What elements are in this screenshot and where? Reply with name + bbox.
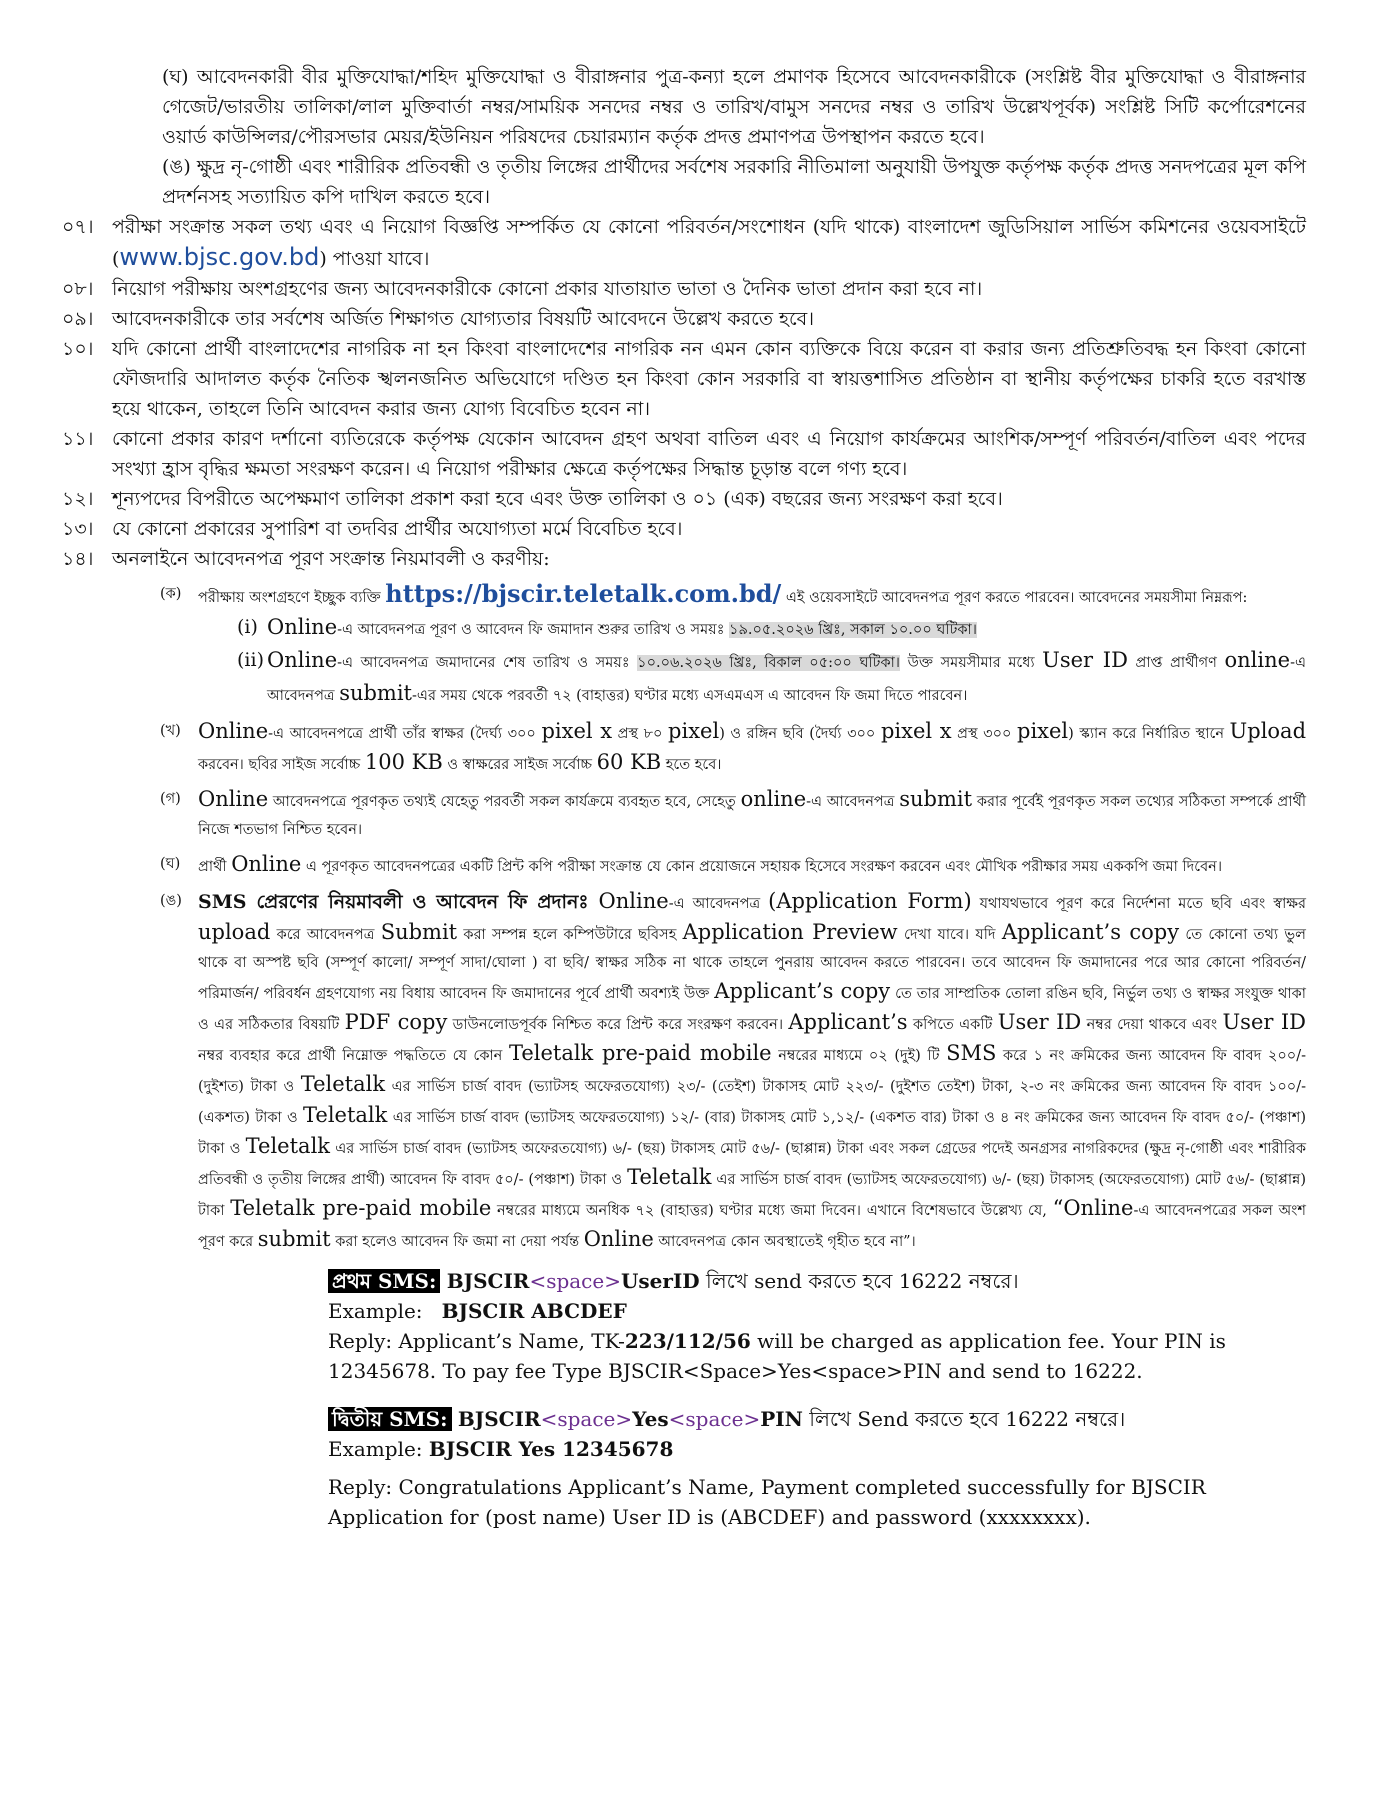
- sms-rules-text-part: নম্বর ব্যবহার করে প্রার্থী নিম্নোক্ত পদ্ধতিতে যে কোন: [198, 1048, 509, 1064]
- sms-rules-text-part: PDF copy: [344, 1010, 448, 1034]
- sms-rules-text-part: ডাউনলোডপূর্বক নিশ্চিত করে প্রিন্ট করে সংরক্ষণ করবেন।: [447, 1017, 789, 1033]
- sms-rules-text-part: SMS: [946, 1041, 997, 1065]
- clause-umo: (ঙ) ক্ষুদ্র নৃ-গোষ্ঠী এবং শারীরিক প্রতিবন্ধী ও তৃতীয় লিঙ্গের প্রার্থীদের সর্বশেষ সরকারি নীতিমালা অনুযায়ী উপযুক্ত কর্তৃপক্ষ কর্তৃক প্রদত্ত সনদপত্রের মূল কপি প্রদর্শনসহ সত্যায়িত কপি দাখিল করতে হবে।: [162, 156, 1306, 208]
- sms-rules-text-part: তে তার সাম্প্রতিক তোলা রঙিন ছবি, নির্ভুল তথ্য ও স্বাক্ষর সংযুক্ত থাকা ও এর সঠিকতার বিষয়টি: [198, 986, 1307, 1033]
- second-sms-block: দ্বিতীয় SMS: BJSCIR<space>Yes<space>PIN লিখে Send করতে হবে 16222 নম্বরে। Example: BJSCIR Yes 12345678 Reply: Congratulations Applicant’s Name, Payment completed successfully for BJSCIR Application for (post name) User ID is (ABCDEF) and password (xxxxxxxx).: [328, 1407, 1206, 1529]
- item-11: ১১। কোনো প্রকার কারণ দর্শানো ব্যতিরেকে কর্তৃপক্ষ যেকোন আবেদন গ্রহণ অথবা বাতিল এবং এ নিয়োগ কার্যক্রমের আংশিক/সম্পূর্ণ পরিবর্তন/বাতিল এবং পদের সংখ্যা হ্রাস বৃদ্ধির ক্ষমতা সংরক্ষণ করেন। এ নিয়োগ পরীক্ষার ক্ষেত্রে কর্তৃপক্ষের সিদ্ধান্ত চূড়ান্ত বলে গণ্য হবে।: [62, 428, 1306, 480]
- sms-rules-text-part: যথাযথভাবে পূরণ করে নির্দেশনা মতে ছবি এবং স্বাক্ষর: [971, 896, 1307, 912]
- sms-rules-text-part: -এ আবেদনপত্রের সকল অংশ পূরণ করে: [198, 1203, 1306, 1250]
- sub-umo: (ঙ) SMS প্রেরণের নিয়মাবলী ও আবেদন ফি প্রদানঃ Online-এ আবেদনপত্র (Application Form) যথাযথভাবে পূরণ করে নির্দেশনা মতে ছবি এবং স্বাক্ষর upload করে আবেদনপত্র Submit করা সম্পন্ন হলে কম্পিউটারে ছবিসহ Application Preview দেখা যাবে। যদি Applicant’s copy তে কোনো তথ্য ভুল থাকে বা অস্পষ্ট ছবি (সম্পূর্ণ কালো/ সম্পূর্ণ সাদা/ঘোলা ) বা ছবি/ স্বাক্ষর সঠিক না থাকে তাহলে পুনরায় আবেদন করতে পারবেন। তবে আবেদন ফি জমাদানের পরে আর কোনো পরিবর্তন/পরিমার্জন/ পরিবর্ধন গ্রহণযোগ্য নয় বিধায় আবেদন ফি জমাদানের পূর্বে প্রার্থী অবশ্যই উক্ত Applicant’s copy তে তার সাম্প্রতিক তোলা রঙিন ছবি, নির্ভুল তথ্য ও স্বাক্ষর সংযুক্ত থাকা ও এর সঠিকতার বিষয়টি PDF copy ডাউনলোডপূর্বক নিশ্চিত করে প্রিন্ট করে সংরক্ষণ করবেন। Applicant’s কপিতে একটি User ID নম্বর দেয়া থাকবে এবং User ID নম্বর ব্যবহার করে প্রার্থী নিম্নোক্ত পদ্ধতিতে যে কোন Teletalk pre-paid mobile নম্বরের মাধ্যমে ০২ (দুই) টি SMS করে ১ নং ক্রমিকের জন্য আবেদন ফি বাবদ ২০০/- (দুইশত) টাকা ও Teletalk এর সার্ভিস চার্জ বাবদ (ভ্যাটসহ অফেরতযোগ্য) ২৩/- (তেইশ) টাকাসহ মোট ২২৩/- (দুইশত তেইশ) টাকা, ২-৩ নং ক্রমিকের জন্য আবেদন ফি বাবদ ১০০/- (একশত) টাকা ও Teletalk এর সার্ভিস চার্জ বাবদ (ভ্যাটসহ অফেরতযোগ্য) ১২/- (বার) টাকাসহ মোট ১,১২/- (একশত বার) টাকা ও ৪ নং ক্রমিকের জন্য আবেদন ফি বাবদ ৫০/- (পঞ্চাশ) টাকা ও Teletalk এর সার্ভিস চার্জ বাবদ (ভ্যাটসহ অফেরতযোগ্য) ৬/- (ছয়) টাকাসহ মোট ৫৬/- (ছাপ্পান্ন) টাকা এবং সকল গ্রেডের পদেই অনগ্রসর নাগরিকদের (ক্ষুদ্র নৃ-গোষ্ঠী এবং শারীরিক প্রতিবন্ধী ও তৃতীয় লিঙ্গের প্রার্থী) আবেদন ফি বাবদ ৫০/- (পঞ্চাশ) টাকা ও Teletalk এর সার্ভিস চার্জ বাবদ (ভ্যাটসহ অফেরতযোগ্য) ৬/- (ছয়) টাকাসহ (অফেরতযোগ্য) মোট ৫৬/- (ছাপ্পান্ন) টাকা Teletalk pre-paid mobile নম্বরের মাধ্যমে অনধিক ৭২ (বাহাত্তর) ঘণ্টার মধ্যে জমা দিবেন। এখানে বিশেষভাবে উল্লেখ্য যে, “Online-এ আবেদনপত্রের সকল অংশ পূরণ করে submit করা হলেও আবেদন ফি জমা না দেয়া পর্যন্ত Online আবেদনপত্র কোন অবস্থাতেই গৃহীত হবে না”।: [160, 889, 1307, 1251]
- sms-rules-text-part: এর সার্ভিস চার্জ বাবদ (ভ্যাটসহ অফেরতযোগ্য) ২৩/- (তেইশ) টাকাসহ মোট ২২৩/- (দুইশত তেইশ) টাকা, ২-৩ নং ক্রমিকের জন্য আবেদন ফি বাবদ ১০০/- (একশত) টাকা ও: [198, 1079, 1306, 1126]
- bjsc-website-link[interactable]: www.bjsc.gov.bd: [119, 243, 320, 271]
- sms-rules-text-part: করা হলেও আবেদন ফি জমা না দেয়া পর্যন্ত: [330, 1234, 584, 1250]
- second-sms-label: দ্বিতীয় SMS:: [328, 1407, 452, 1431]
- sms-rules-text-part: submit: [257, 1227, 331, 1251]
- sms-rules-text-part: নম্বরের মাধ্যমে ০২ (দুই) টি: [771, 1048, 947, 1064]
- sms-rules-text-part: করে ১ নং ক্রমিকের জন্য আবেদন ফি বাবদ ২০০/- (দুইশত) টাকা ও: [198, 1048, 1307, 1095]
- sms-rules-text-part: “Online: [1052, 1196, 1134, 1220]
- sms-rules-text-part: Teletalk: [627, 1165, 712, 1189]
- sms-rules-text-part: User ID: [1222, 1010, 1306, 1034]
- item-12: ১২। শূন্যপদের বিপরীতে অপেক্ষমাণ তালিকা প্রকাশ করা হবে এবং উক্ত তালিকা ও ০১ (এক) বছরের জন্য সংরক্ষণ করা হবে।: [62, 488, 1003, 510]
- sms-rules-text-part: (Application Form): [768, 889, 972, 913]
- end-date-highlight: ১০.০৬.২০২৬ খ্রিঃ, বিকাল ০৫:০০ ঘটিকা।: [637, 655, 900, 671]
- sms-rules-text-part: Applicant’s copy: [1001, 920, 1180, 944]
- sms-rules-text-part: এর সার্ভিস চার্জ বাবদ (ভ্যাটসহ অফেরতযোগ্য) ৬/- (ছয়) টাকাসহ মোট ৫৬/- (ছাপ্পান্ন) টাকা এবং সকল গ্রেডের পদেই অনগ্রসর নাগরিকদের (ক্ষুদ্র নৃ-গোষ্ঠী এবং শারীরিক প্রতিবন্ধী ও তৃতীয় লিঙ্গের প্রার্থী) আবেদন ফি বাবদ ৫০/- (পঞ্চাশ) টাকা ও: [198, 1141, 1306, 1188]
- clause-gha: (ঘ) আবেদনকারী বীর মুক্তিযোদ্ধা/শহিদ মুক্তিযোদ্ধা ও বীরাঙ্গনার পুত্র-কন্যা হলে প্রমাণক হিসেবে আবেদনকারীকে (সংশ্লিষ্ট বীর মুক্তিযোদ্ধা ও বীরাঙ্গনার গেজেট/ভারতীয় তালিকা/লাল মুক্তিবার্তা নম্বর/সাময়িক সনদের নম্বর ও তারিখ/বামুস সনদের নম্বর ও তারিখ উল্লেখপূর্বক) সংশ্লিষ্ট সিটি কর্পোরেশনের ওয়ার্ড কাউন্সিলর/পৌরসভার মেয়র/ইউনিয়ন পরিষদের চেয়ারম্যান কর্তৃক প্রদত্ত প্রমাণপত্র উপস্থাপন করতে হবে।: [162, 66, 1306, 148]
- item-10: ১০। যদি কোনো প্রার্থী বাংলাদেশের নাগরিক না হন কিংবা বাংলাদেশের নাগরিক নন এমন কোন ব্যক্তিকে বিয়ে করেন বা করার জন্য প্রতিশ্রুতিবদ্ধ হন কিংবা কোনো ফৌজদারি আদালত কর্তৃক নৈতিক স্খলনজনিত অভিযোগে দণ্ডিত হন কিংবা কোন সরকারি বা স্বায়ত্তশাসিত প্রতিষ্ঠান বা স্থানীয় কর্তৃপক্ষের চাকরি হতে বরখাস্ত হয়ে থাকেন, তাহলে তিনি আবেদন করার জন্য যোগ্য বিবেচিত হবেন না।: [62, 338, 1306, 420]
- sms-rules-text-part: Application Preview: [682, 920, 898, 944]
- sub-r2: (ii) Online-এ আবেদনপত্র জমাদানের শেষ তারিখ ও সময়ঃ ১০.০৬.২০২৬ খ্রিঃ, বিকাল ০৫:০০ ঘটিকা। উক্ত সময়সীমার মধ্যে User ID প্রাপ্ত প্রার্থীগণ online-এ আবেদনপত্র submit-এর সময় থেকে পরবর্তী ৭২ (বাহাত্তর) ঘণ্টার মধ্যে এসএমএস এ আবেদন ফি জমা দিতে পারবেন।: [237, 648, 1307, 705]
- sms-rules-text-part: Teletalk: [300, 1072, 386, 1096]
- sms-rules-text-part: Teletalk pre-paid mobile: [230, 1196, 492, 1220]
- sms-rules-text-part: Online: [583, 1227, 654, 1251]
- start-date-highlight: ১৯.০৫.২০২৬ খ্রিঃ, সকাল ১০.০০ ঘটিকা।: [729, 622, 977, 638]
- sms-rules-text-part: করা সম্পন্ন হলে কম্পিউটারে ছবিসহ: [457, 927, 683, 943]
- item-07: ০৭। পরীক্ষা সংক্রান্ত সকল তথ্য এবং এ নিয়োগ বিজ্ঞপ্তি সম্পর্কিত যে কোনো পরিবর্তন/সংশোধন (যদি থাকে) বাংলাদেশ জুডিসিয়াল সার্ভিস কমিশনের ওয়েবসাইটে (www.bjsc.gov.bd) পাওয়া যাবে।: [62, 216, 1306, 271]
- sms-rules-text-part: নম্বর দেয়া থাকবে এবং: [1081, 1017, 1223, 1033]
- sms-rules-text-part: এর সার্ভিস চার্জ বাবদ (ভ্যাটসহ অফেরতযোগ্য) ১২/- (বার) টাকাসহ মোট ১,১২/- (একশত বার) টাকা ও ৪ নং ক্রমিকের জন্য আবেদন ফি বাবদ ৫০/- (পঞ্চাশ) টাকা ও: [198, 1110, 1306, 1157]
- sms-rules-text-part: Online: [588, 889, 669, 913]
- item-13: ১৩। যে কোনো প্রকারের সুপারিশ বা তদবির প্রার্থীর অযোগ্যতা মর্মে বিবেচিত হবে।: [62, 518, 683, 540]
- item-09: ০৯। আবেদনকারীকে তার সর্বশেষ অর্জিত শিক্ষাগত যোগ্যতার বিষয়টি আবেদনে উল্লেখ করতে হবে।: [62, 308, 815, 330]
- sms-rules-text-part: Applicant’s: [788, 1010, 908, 1034]
- first-sms-label: প্রথম SMS:: [328, 1269, 440, 1293]
- sms-rules-text-part: upload: [198, 920, 271, 944]
- sms-rules-text-part: করে আবেদনপত্র: [270, 927, 381, 943]
- sub-r1: (i) Online-এ আবেদনপত্র পূরণ ও আবেদন ফি জমাদান শুরুর তারিখ ও সময়ঃ ১৯.০৫.২০২৬ খ্রিঃ, সকাল ১০.০০ ঘটিকা।: [237, 615, 977, 639]
- sms-rules-text-part: দেখা যাবে। যদি: [897, 927, 1002, 943]
- sms-rules-text-part: আবেদনপত্র কোন অবস্থাতেই গৃহীত হবে না”।: [653, 1234, 916, 1250]
- sms-rules-heading: SMS প্রেরণের নিয়মাবলী ও আবেদন ফি প্রদানঃ: [198, 891, 589, 913]
- sms-rules-text-part: Teletalk: [303, 1103, 388, 1127]
- sms-rules-text-part: নম্বরের মাধ্যমে অনধিক ৭২ (বাহাত্তর) ঘণ্টার মধ্যে জমা দিবেন। এখানে বিশেষভাবে উল্লেখ্য যে,: [491, 1203, 1053, 1219]
- sub-ka: (ক) পরীক্ষায় অংশগ্রহণে ইচ্ছুক ব্যক্তি https://bjscir.teletalk.com.bd/ এই ওয়েবসাইটে আবেদনপত্র পূরণ করতে পারবেন। আবেদনের সময়সীমা নিম্নরূপ:: [160, 579, 1248, 608]
- teletalk-link[interactable]: https://bjscir.teletalk.com.bd/: [385, 579, 782, 608]
- sms-rules-text-part: এর সার্ভিস চার্জ বাবদ (ভ্যাটসহ অফেরতযোগ্য) ৬/- (ছয়) টাকাসহ (অফেরতযোগ্য) মোট ৫৬/- (ছাপ্পান্ন) টাকা: [198, 1172, 1306, 1219]
- sms-rules-text-part: User ID: [997, 1010, 1082, 1034]
- sms-rules-text-part: Teletalk: [245, 1134, 331, 1158]
- sms-rules-text-part: তে কোনো তথ্য ভুল থাকে বা অস্পষ্ট ছবি (সম্পূর্ণ কালো/ সম্পূর্ণ সাদা/ঘোলা ) বা ছবি/ স্বাক্ষর সঠিক না থাকে তাহলে পুনরায় আবেদন করতে পারবেন। তবে আবেদন ফি জমাদানের পরে আর কোনো পরিবর্তন/পরিমার্জন/ পরিবর্ধন গ্রহণযোগ্য নয় বিধায় আবেদন ফি জমাদানের পূর্বে প্রার্থী অবশ্যই উক্ত: [198, 927, 1306, 1002]
- sub-ga: (গ) Online আবেদনপত্রে পূরণকৃত তথ্যই যেহেতু পরবর্তী সকল কার্যক্রমে ব্যবহৃত হবে, সেহেতু online-এ আবেদনপত্র submit করার পূর্বেই পূরণকৃত সকল তথ্যের সঠিকতা সম্পর্কে প্রার্থী নিজে শতভাগ নিশ্চিত হবেন।: [160, 787, 1306, 838]
- item-08: ০৮। নিয়োগ পরীক্ষায় অংশগ্রহণের জন্য আবেদনকারীকে কোনো প্রকার যাতায়াত ভাতা ও দৈনিক ভাতা প্রদান করা হবে না।: [62, 278, 983, 300]
- sms-rules-text-part: Applicant’s copy: [714, 979, 891, 1003]
- sms-rules-text-part: Teletalk pre-paid mobile: [508, 1041, 772, 1065]
- sub-gha: (ঘ) প্রার্থী Online এ পূরণকৃত আবেদনপত্রের একটি প্রিন্ট কপি পরীক্ষা সংক্রান্ত যে কোন প্রয়োজনে সহায়ক হিসেবে সংরক্ষণ করবেন এবং মৌখিক পরীক্ষার সময় এককপি জমা দিবেন।: [160, 852, 1223, 876]
- sms-rules-text-part: -এ আবেদনপত্র: [668, 896, 769, 912]
- item-14: ১৪। অনলাইনে আবেদনপত্র পূরণ সংক্রান্ত নিয়মাবলী ও করণীয়:: [62, 548, 550, 570]
- sms-rules-text-part: Submit: [380, 920, 458, 944]
- sub-kha: (খ) Online-এ আবেদনপত্রে প্রার্থী তাঁর স্বাক্ষর (দৈর্ঘ্য ৩০০ pixel x প্রস্থ ৮০ pixel) ও রঙ্গিন ছবি (দৈর্ঘ্য ৩০০ pixel x প্রস্থ ৩০০ pixel) স্ক্যান করে নির্ধারিত স্থানে Upload করবেন। ছবির সাইজ সর্বোচ্চ 100 KB ও স্বাক্ষরের সাইজ সর্বোচ্চ 60 KB হতে হবে।: [160, 719, 1307, 774]
- first-sms-block: প্রথম SMS: BJSCIR<space>UserID লিখে send করতে হবে 16222 নম্বরে। Example: BJSCIR ABCDEF Reply: Applicant’s Name, TK-223/112/56 will be charged as application fee. Your PIN is 12345678. To pay fee Type BJSCIR<Space>Yes<space>PIN and send to 16222.: [328, 1269, 1226, 1383]
- sms-rules-text-part: কপিতে একটি: [907, 1017, 998, 1033]
